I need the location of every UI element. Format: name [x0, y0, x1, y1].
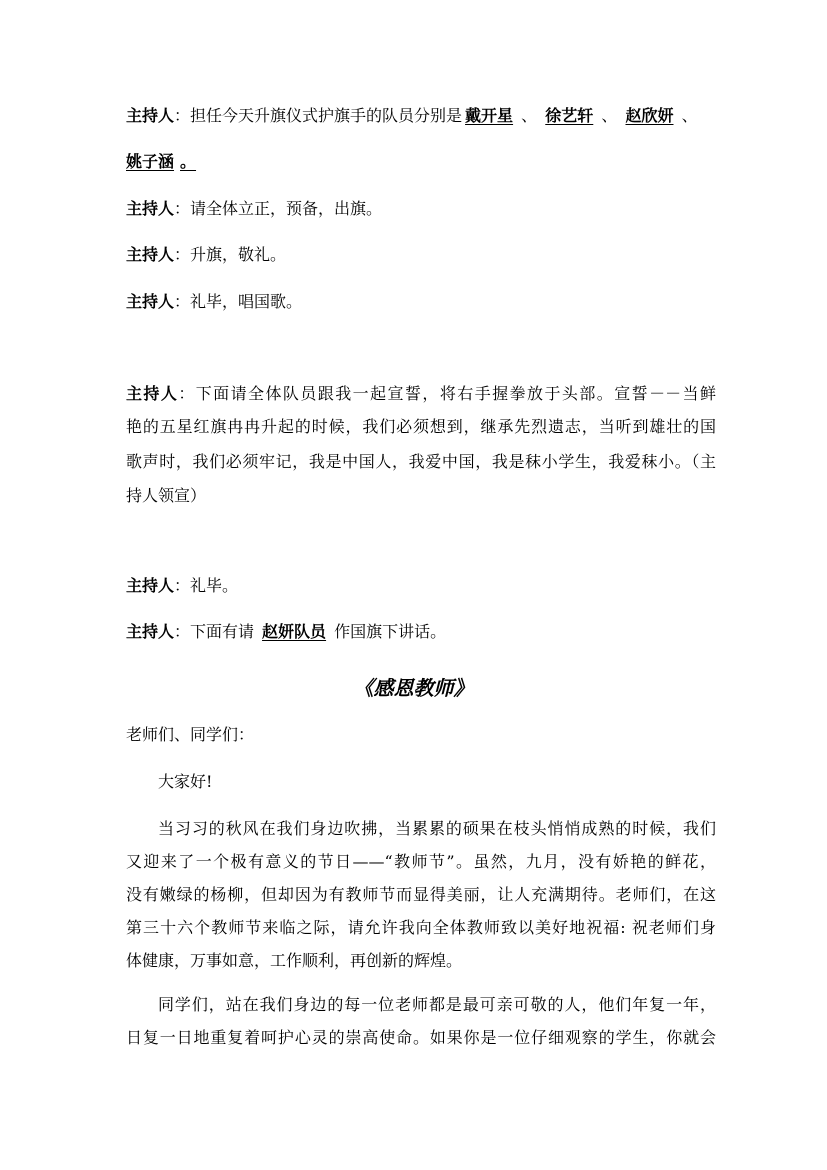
guard-name: 戴开星: [465, 106, 514, 125]
period: 。: [180, 152, 197, 171]
guard-name: 姚子涵: [126, 152, 175, 171]
oath-line: [126, 384, 716, 404]
guard-name: 赵欣妍: [625, 106, 674, 125]
flag-guards-intro: 担任今天升旗仪式护旗手的队员分别是: [190, 106, 463, 125]
host-line-raise: [126, 245, 716, 265]
line-text: 礼毕。: [190, 576, 239, 595]
flag-guards-line-cont: [126, 152, 716, 172]
speech-title: 《感恩教师》: [353, 676, 474, 700]
host-label: 主持人: [126, 199, 175, 218]
speech-paragraph-line: 第三十六个教师节来临之际，请允许我向全体教师致以美好地祝福: 祝老师们身: [126, 918, 716, 937]
colon: ：: [174, 106, 191, 125]
oath-line: 持人领宣）: [126, 486, 207, 505]
host-label: 主持人: [126, 576, 175, 595]
host-label: 主持人: [126, 292, 175, 311]
speech-paragraph-line: 日复一日地重复着呵护心灵的崇高使命。如果你是一位仔细观察的学生，你就会: [126, 1028, 716, 1047]
speech-paragraph-line: 体健康，万事如意，工作顺利，再创新的辉煌。: [126, 951, 463, 970]
speech-greeting: 大家好!: [158, 772, 213, 791]
speech-paragraph-line: 又迎来了一个极有意义的节日——“教师节”。虽然，九月，没有娇艳的鲜花，: [126, 852, 716, 871]
host-label: 主持人: [126, 384, 179, 403]
guard-name: 徐艺轩: [545, 106, 594, 125]
colon: ：: [178, 384, 196, 403]
flag-guards-line: [126, 106, 716, 126]
colon: ：: [174, 245, 191, 264]
host-line-speech-intro: [126, 622, 716, 642]
host-label: 主持人: [126, 106, 175, 125]
host-line-stand: [126, 199, 716, 219]
colon: ：: [174, 576, 191, 595]
speech-intro-before: 下面有请: [190, 622, 255, 641]
speech-intro-after: 作国旗下讲话。: [334, 622, 447, 641]
host-line-end: [126, 576, 716, 596]
line-text: 升旗，敬礼。: [190, 245, 287, 264]
speech-paragraph-line: 没有嫩绿的杨柳，但却因为有教师节而显得美丽，让人充满期待。老师们，在这: [126, 885, 716, 904]
separator: 、: [601, 106, 618, 125]
colon: ：: [174, 292, 191, 311]
speech-salutation: 老师们、同学们：: [126, 725, 255, 744]
colon: ：: [174, 622, 191, 641]
separator: 、: [681, 106, 698, 125]
speech-paragraph-line: 当习习的秋风在我们身边吹拂，当累累的硕果在枝头悄悄成熟的时候，我们: [158, 819, 716, 838]
oath-text: 下面请全体队员跟我一起宣誓，将右手握拳放于头部。宣誓－－当鲜: [195, 384, 716, 403]
host-line-anthem: [126, 292, 716, 312]
speaker-name: 赵妍队员: [262, 622, 327, 641]
host-label: 主持人: [126, 622, 175, 641]
host-label: 主持人: [126, 245, 175, 264]
colon: ：: [174, 199, 191, 218]
oath-line: 艳的五星红旗冉冉升起的时候，我们必须想到，继承先烈遗志，当听到雄壮的国: [126, 417, 716, 436]
line-text: 礼毕，唱国歌。: [190, 292, 303, 311]
oath-line: 歌声时，我们必须牢记，我是中国人，我爱中国，我是秣小学生，我爱秣小。（主: [126, 452, 716, 471]
speech-paragraph-line: 同学们，站在我们身边的每一位老师都是最可亲可敬的人，他们年复一年，: [158, 995, 716, 1014]
line-text: 请全体立正，预备，出旗。: [190, 199, 383, 218]
separator: 、: [521, 106, 538, 125]
